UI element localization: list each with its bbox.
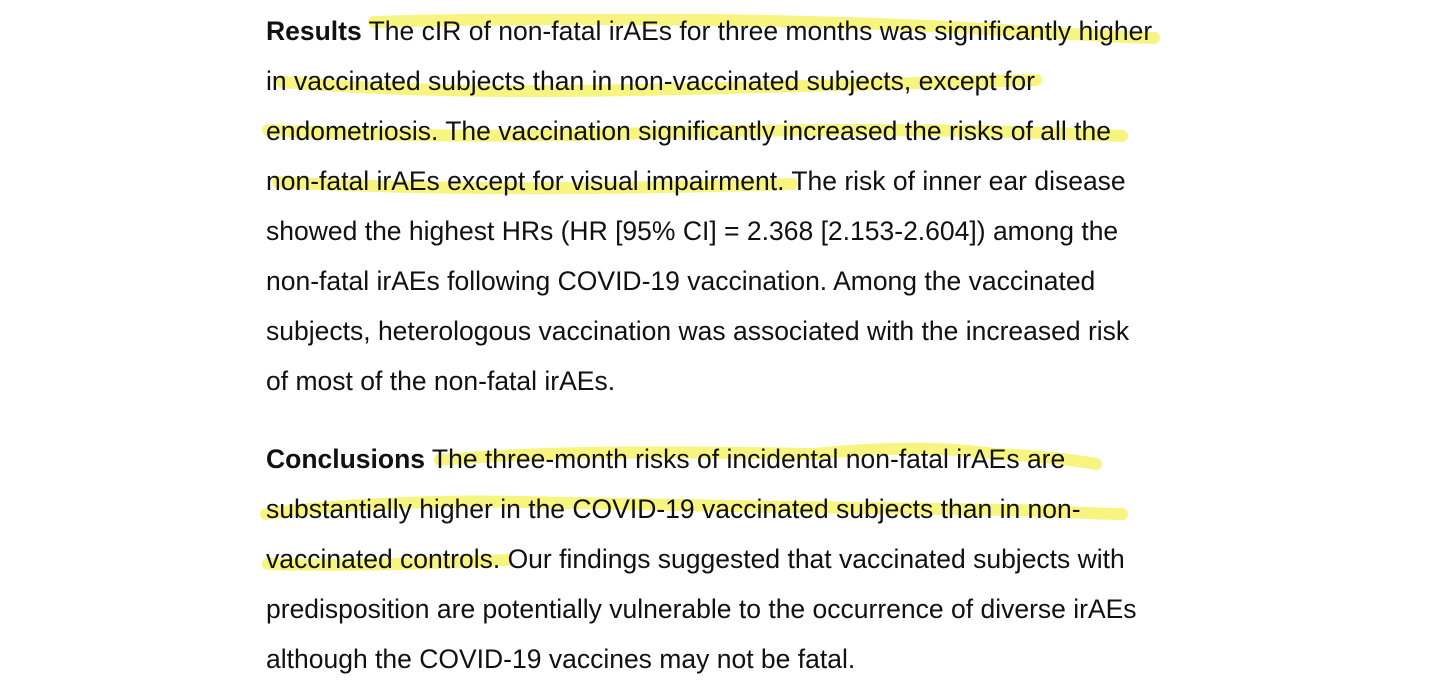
results-line-1 bbox=[266, 14, 1152, 48]
results-text: The cIR of non-fatal irAEs for three months was significantly higher bbox=[361, 16, 1153, 46]
results-heading: Results bbox=[266, 16, 362, 46]
conclusions-line-4: predisposition are potentially vulnerable to the occurrence of diverse irAEs bbox=[266, 594, 1137, 624]
conclusions-line-5: although the COVID-19 vaccines may not be fatal. bbox=[266, 644, 856, 674]
conclusions-line-2: substantially higher in the COVID-19 vaccinated subjects than in non- bbox=[266, 494, 1081, 524]
results-line-6: non-fatal irAEs following COVID-19 vaccination. Among the vaccinated bbox=[266, 266, 1096, 296]
conclusions-line-1 bbox=[266, 442, 1065, 476]
results-line-3: endometriosis. The vaccination significantly increased the risks of all the bbox=[266, 116, 1111, 146]
results-line-5: showed the highest HRs (HR [95% CI] = 2.368 [2.153-2.604]) among the bbox=[266, 216, 1119, 246]
results-line-7: subjects, heterologous vaccination was associated with the increased risk bbox=[266, 316, 1130, 346]
results-line-2: in vaccinated subjects than in non-vaccinated subjects, except for bbox=[266, 66, 1035, 96]
results-line-4: non-fatal irAEs except for visual impairment. The risk of inner ear disease bbox=[266, 166, 1126, 196]
conclusions-text: The three-month risks of incidental non-fatal irAEs are bbox=[425, 444, 1066, 474]
results-line-8: of most of the non-fatal irAEs. bbox=[266, 366, 616, 396]
conclusions-heading: Conclusions bbox=[266, 444, 426, 474]
conclusions-line-3: vaccinated controls. Our findings suggested that vaccinated subjects with bbox=[266, 544, 1125, 574]
